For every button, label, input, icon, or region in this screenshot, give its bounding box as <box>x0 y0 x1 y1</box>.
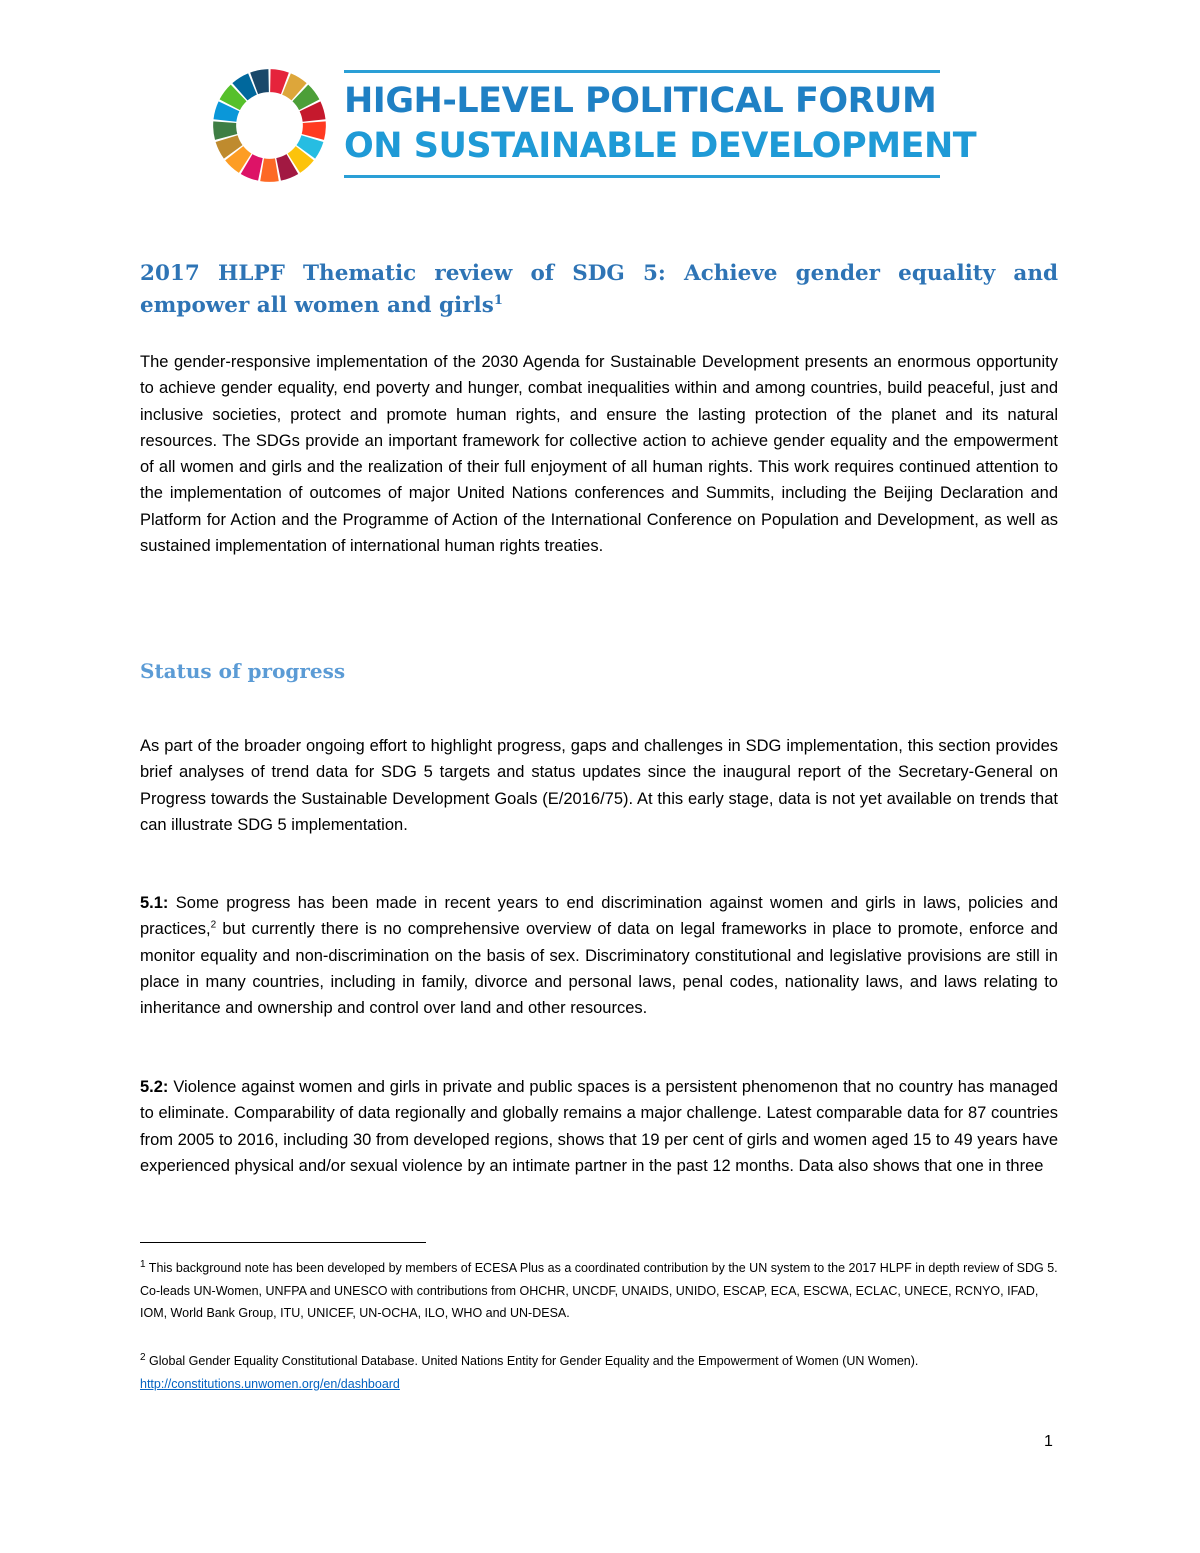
brand-line-2: ON SUSTAINABLE DEVELOPMENT <box>344 126 977 166</box>
target-5-2-text: Violence against women and girls in private and public spaces is a persistent phenomenon that no country has managed to eliminate. Comparability of data regionally and globally remains a major challenge. Latest comparable data for 87 countries from 2005 to 2016, including 30 from developed regions, shows that 19 per cent of girls and women aged 15 to 49 years have experienced physical and/or sexual violence by an intimate partner in the past 12 months. Data also shows that one in three <box>140 1078 1058 1175</box>
target-5-1-label: 5.1: <box>140 894 169 912</box>
footnote-1-marker: 1 <box>140 1258 146 1270</box>
forum-brand <box>344 70 984 178</box>
section-heading: Status of progress <box>140 659 346 683</box>
brand-bottom-rule <box>344 175 940 178</box>
brand-line-1: HIGH-LEVEL POLITICAL FORUM <box>344 81 937 121</box>
footnote-2-marker: 2 <box>140 1351 146 1363</box>
target-5-1-text-a: Some progress has been made in recent years to end discrimination against women and girls in laws, policies and practices, <box>140 894 1058 939</box>
footnote-1-text: This background note has been developed by members of ECESA Plus as a coordinated contribution by the UN system to the 2017 HLPF in depth review of SDG 5. Co-leads UN-Women, UNFPA and UNESCO with contributions from OHCHR, UNCDF, UNAIDS, UNIDO, ESCAP, ECA, ESCWA, ECLAC, UNECE, RCNYO, IFAD, IOM, World Bank Group, ITU, UNICEF, UN-OCHA, ILO, WHO and UN-DESA. <box>140 1261 1058 1320</box>
target-5-1-text-b: but currently there is no comprehensive overview of data on legal frameworks in place to promote, enforce and monitor equality and non-discrimination on the basis of sex. Discriminatory constitutional and legislative provisions are still in place in many countries, including in family, divorce and personal laws, penal codes, nationality laws, and laws relating to inheritance and ownership and control over land and other resources. <box>140 920 1058 1018</box>
footnote-2 <box>140 1350 1058 1395</box>
status-intro-paragraph: As part of the broader ongoing effort to highlight progress, gaps and challenges in SDG implementation, this section provides brief analyses of trend data for SDG 5 targets and status updates since the inaugural report of the Secretary-General on Progress towards the Sustainable Development Goals (E/2016/75). At this early stage, data is not yet available on trends that can illustrate SDG 5 implementation. <box>140 737 1058 834</box>
title-footnote-ref[interactable]: 1 <box>493 292 503 308</box>
title-text: 2017 HLPF Thematic review of SDG 5: Achieve gender equality and empower all women and girls <box>140 261 1058 318</box>
brand-top-rule <box>344 70 940 73</box>
footnote-2-text: Global Gender Equality Constitutional Database. United Nations Entity for Gender Equality and the Empowerment of Women (UN Women). <box>145 1354 919 1368</box>
footnote-1 <box>140 1257 1058 1325</box>
footnote-2-link[interactable]: http://constitutions.unwomen.org/en/dashboard <box>140 1376 400 1391</box>
page-number: 1 <box>1044 1433 1053 1450</box>
footnote-separator <box>140 1242 426 1243</box>
footnote-ref-2[interactable]: 2 <box>210 919 217 931</box>
sdg-wheel-logo <box>212 68 327 183</box>
target-5-1-paragraph <box>140 890 1058 1021</box>
target-5-2-label: 5.2: <box>140 1078 169 1096</box>
sdg-wheel-segment <box>260 158 279 181</box>
target-5-2-paragraph <box>140 1074 1058 1179</box>
document-title <box>140 258 1058 322</box>
intro-paragraph: The gender-responsive implementation of the 2030 Agenda for Sustainable Development presents an enormous opportunity to achieve gender equality, end poverty and hunger, combat inequalities within and among countries, build peaceful, just and inclusive societies, protect and promote human rights, and ensure the lasting protection of the planet and its natural resources. The SDGs provide an important framework for collective action to achieve gender equality and the empowerment of all women and girls and the realization of their full enjoyment of all human rights. This work requires continued attention to the implementation of outcomes of major United Nations conferences and Summits, including the Beijing Declaration and Platform for Action and the Programme of Action of the International Conference on Population and Development, as well as sustained implementation of international human rights treaties. <box>140 353 1058 556</box>
